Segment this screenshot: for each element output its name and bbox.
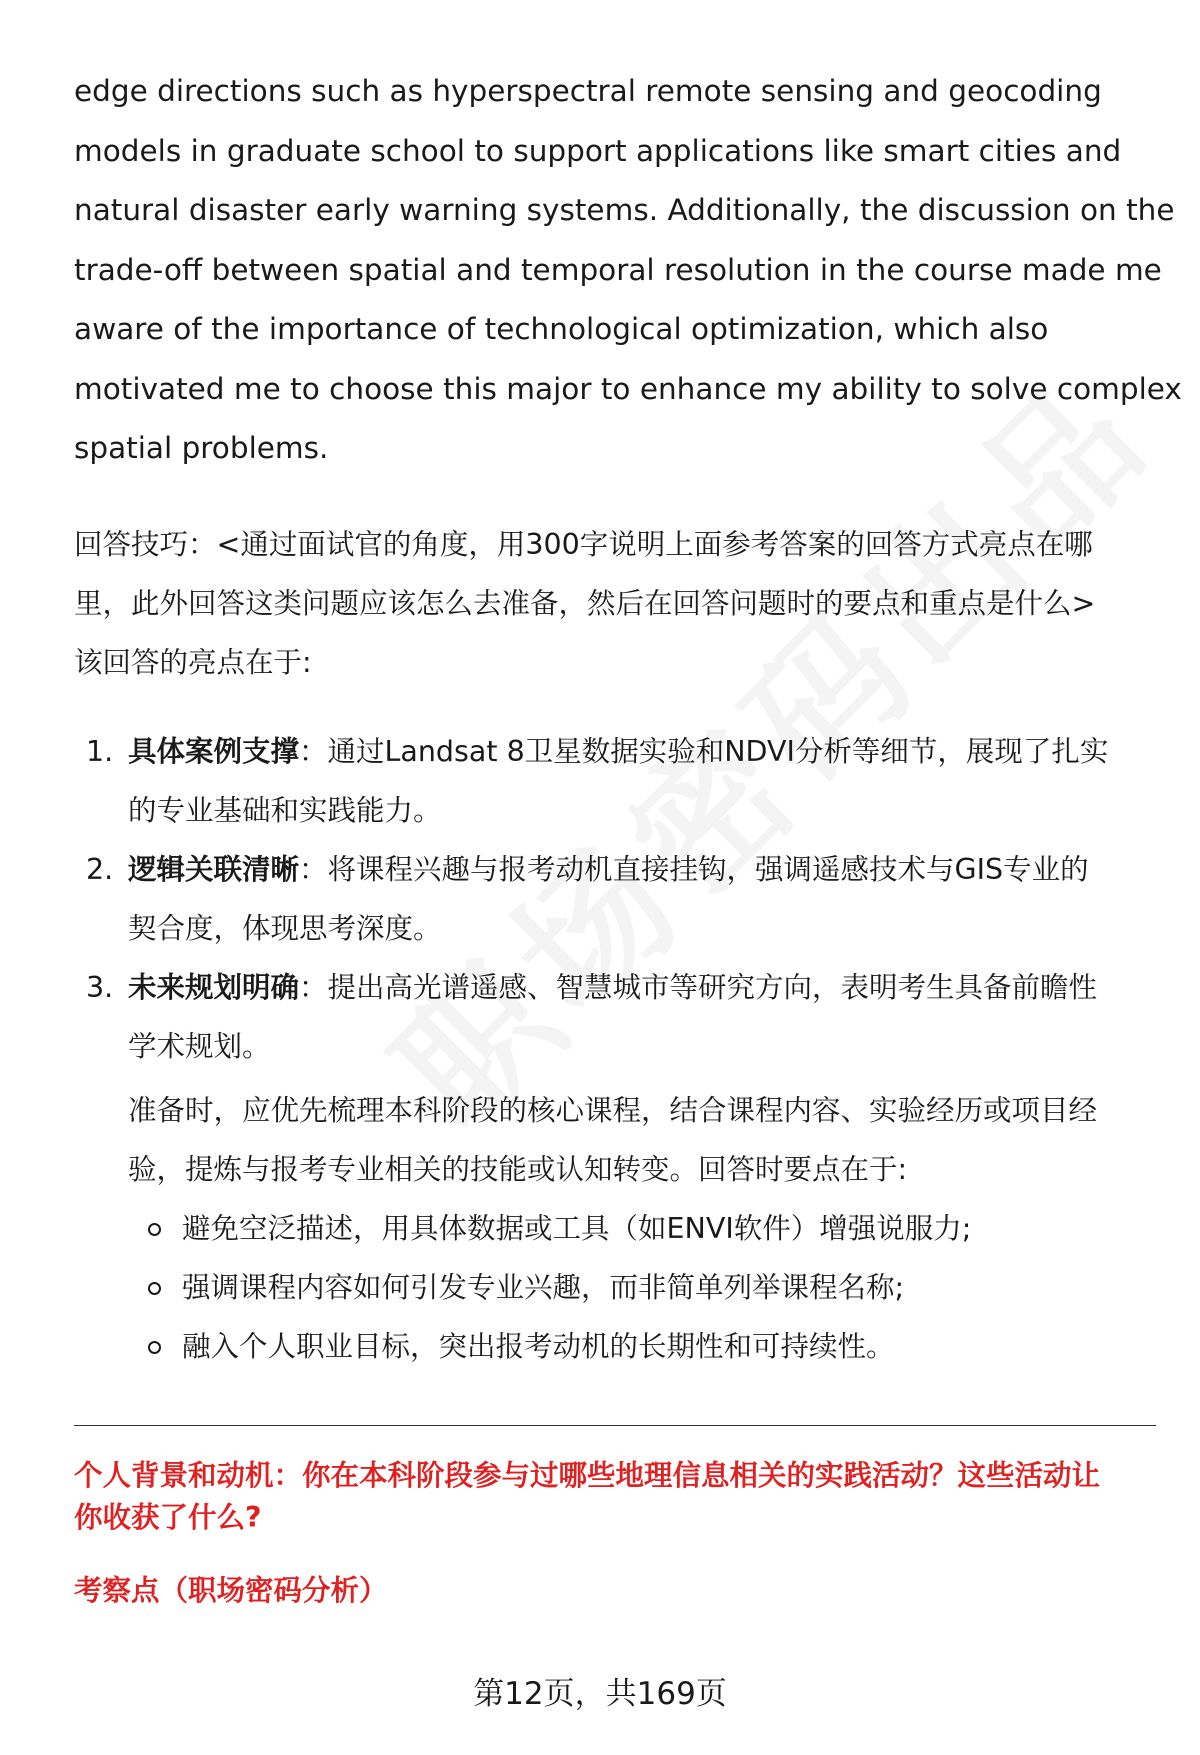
item-text: 将课程兴趣与报考动机直接挂钩，强调遥感技术与GIS专业的 [327,853,1089,886]
tips-line: 里，此外回答这类问题应该怎么去准备，然后在回答问题时的要点和重点是什么> [74,587,1096,620]
bullet-icon [148,1341,161,1354]
item-heading: 未来规划明确 [128,971,300,1004]
list-item: 强调课程内容如何引发专业兴趣，而非简单列举课程名称; [128,1258,971,1317]
list-item: 2. 逻辑关联清晰：将课程兴趣与报考动机直接挂钩，强调遥感技术与GIS专业的 契合度，体现思考深度。 [74,840,1154,958]
bullet-icon [148,1282,161,1295]
prep-line: 准备时，应优先梳理本科阶段的核心课程，结合课程内容、实验经历或项目经 [128,1094,1098,1127]
item-number: 3. [86,971,114,1004]
item-text: 提出高光谱遥感、智慧城市等研究方向，表明考生具备前瞻性 [327,971,1098,1004]
section-divider [74,1425,1156,1426]
paragraph-line: spatial problems. [74,431,329,465]
item-text: 通过Landsat 8卫星数据实验和NDVI分析等细节，展现了扎实 [327,735,1109,768]
list-item: 避免空泛描述，用具体数据或工具（如ENVI软件）增强说服力; [128,1199,971,1258]
list-item: 3. 未来规划明确：提出高光谱遥感、智慧城市等研究方向，表明考生具备前瞻性 学术规划。 [74,958,1154,1076]
paragraph-line: models in graduate school to support applications like smart cities and [74,133,1122,168]
list-item: 1. 具体案例支撑：通过Landsat 8卫星数据实验和NDVI分析等细节，展现了扎实 的专业基础和实践能力。 [74,722,1154,840]
item-heading: 具体案例支撑 [128,735,300,768]
list-item: 融入个人职业目标，突出报考动机的长期性和可持续性。 [128,1317,971,1376]
item-number: 2. [86,853,114,886]
tips-line: 回答技巧：<通过面试官的角度，用300字说明上面参考答案的回答方式亮点在哪 [74,528,1093,561]
section-title: 考察点（职场密码分析） [74,1574,388,1607]
prep-line: 验，提炼与报考专业相关的技能或认知转变。回答时要点在于: [128,1153,908,1186]
item-text: 学术规划。 [128,1030,271,1063]
next-question: 个人背景和动机：你在本科阶段参与过哪些地理信息相关的实践活动？这些活动让 你收获了什么? [74,1459,1101,1534]
page-number: 第12页，共169页 [473,1676,727,1712]
preparation-text [128,1081,1097,1199]
paragraph-line: edge directions such as hyperspectral remote sensing and geocoding [74,74,1102,108]
key-points-list [128,1199,971,1376]
paragraph-line: motivated me to choose this major to enhance my ability to solve complex [74,371,1182,406]
item-text: 契合度，体现思考深度。 [128,912,442,945]
highlights-list [74,722,1154,1076]
answer-tips [74,515,1154,692]
bullet-icon [148,1223,161,1236]
paragraph-line: natural disaster early warning systems. Additionally, the discussion on the [74,193,1175,227]
item-text: 的专业基础和实践能力。 [128,794,442,827]
tips-line: 该回答的亮点在于: [74,646,312,679]
paragraph-line: aware of the importance of technological optimization, which also [74,312,1049,346]
english-paragraph [74,62,1182,479]
item-number: 1. [86,735,114,768]
paragraph-line: trade-off between spatial and temporal resolution in the course made me [74,252,1162,287]
item-heading: 逻辑关联清晰 [128,853,300,886]
